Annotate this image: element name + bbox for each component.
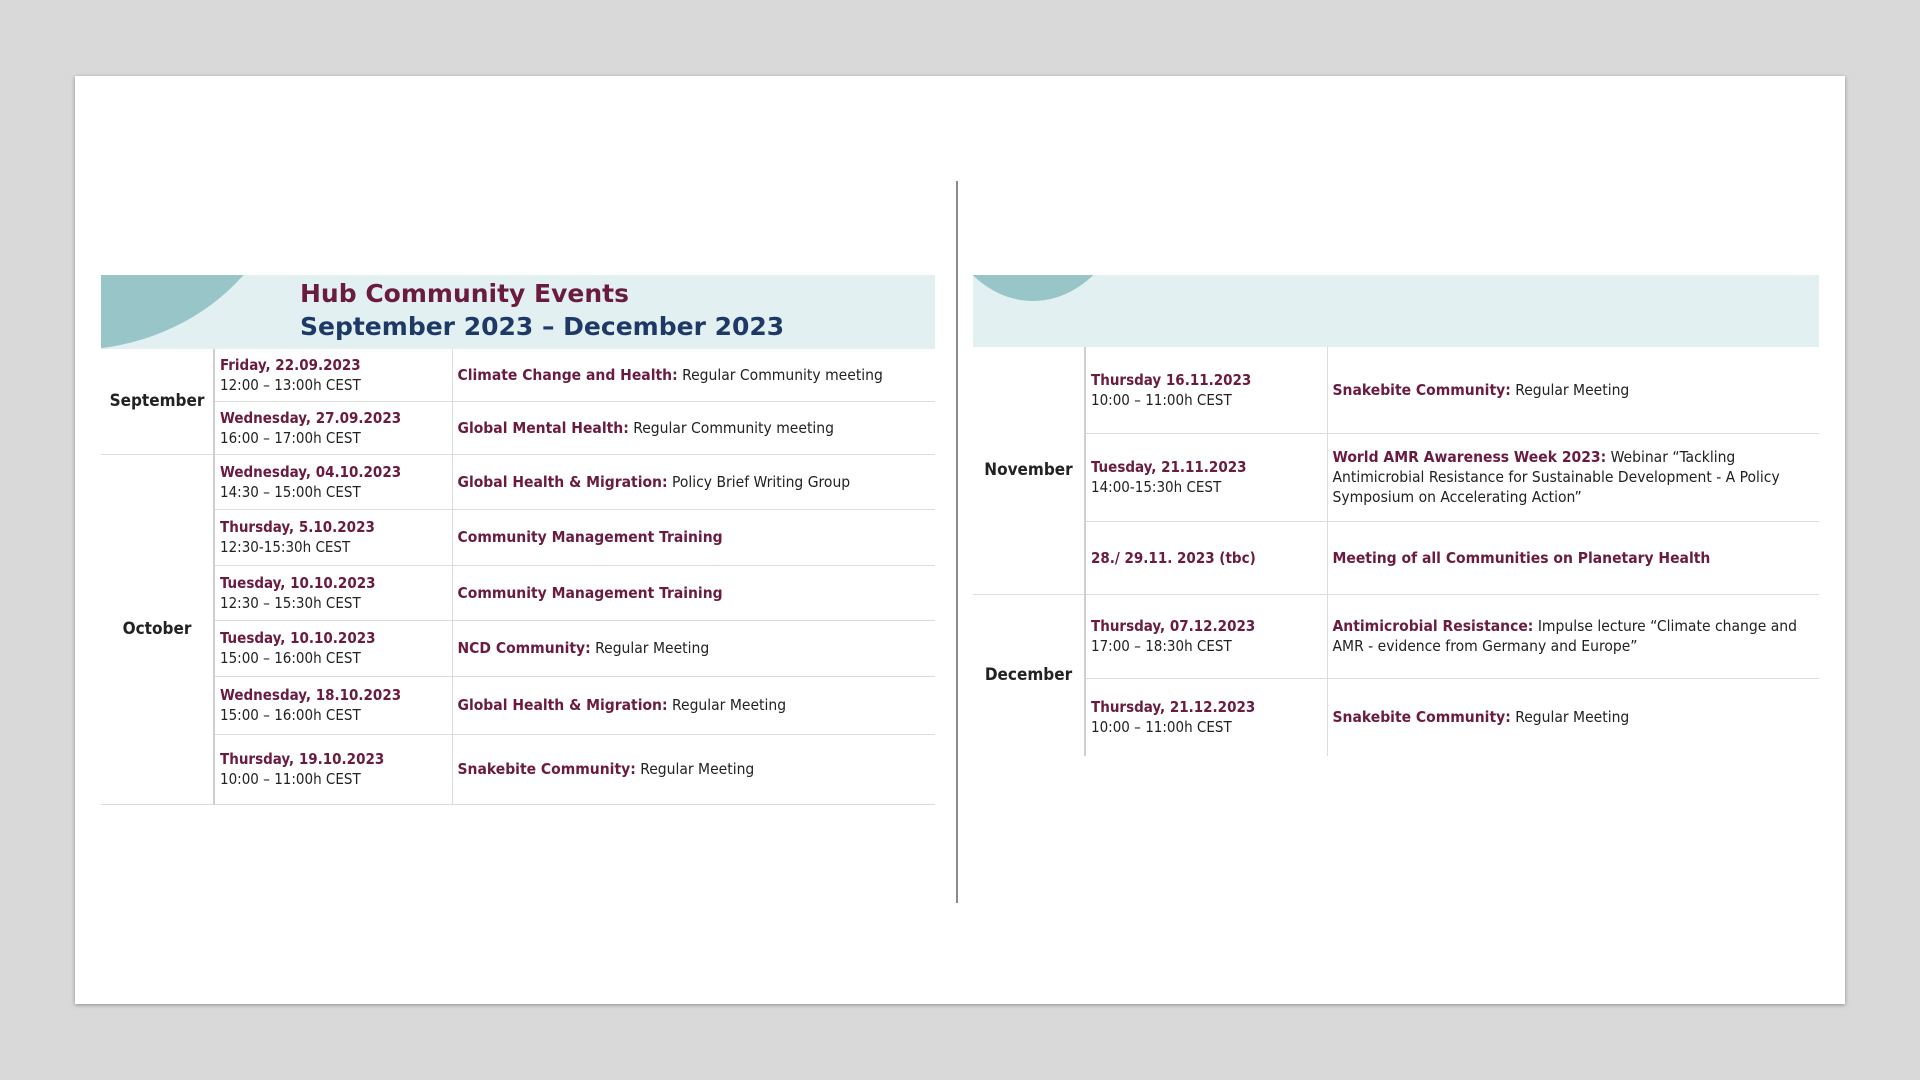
event-time: 16:00 – 17:00h CEST [220,428,361,447]
event-date: Wednesday, 27.09.2023 [220,408,402,427]
table-row [101,401,935,454]
event-time: 14:30 – 15:00h CEST [220,482,361,501]
event-cell [452,676,935,734]
event-time: 15:00 – 16:00h CEST [220,706,361,724]
event-time: 12:00 – 13:00h CEST [220,375,361,394]
event-description: Impulse lecture “Climate change and AMR - evidence from Germany and Europe” [1332,617,1797,655]
event-description: Regular Community meeting [628,418,834,437]
date-cell [1085,433,1327,521]
event-description: Regular Meeting [1510,380,1630,399]
event-date: Tuesday, 10.10.2023 [220,629,376,647]
event-description: Regular Meeting [1510,708,1630,727]
event-date: Thursday, 5.10.2023 [220,518,375,536]
event-time: 15:00 – 16:00h CEST [220,649,361,667]
date-cell [214,454,452,509]
month-label-november: November [973,347,1085,594]
event-cell [1327,678,1819,756]
event-cell [452,454,935,509]
event-cell [452,509,935,565]
event-title: NCD Community: [457,639,591,657]
event-description: Regular Meeting [667,696,787,714]
event-title: Climate Change and Health: [457,365,678,384]
event-date: Thursday, 07.12.2023 [1091,617,1256,635]
event-description: Policy Brief Writing Group [667,472,851,491]
date-cell [214,565,452,620]
event-cell [1327,433,1819,521]
date-cell [214,676,452,734]
date-cell [1085,678,1327,756]
date-cell [1085,521,1327,594]
event-date: Wednesday, 04.10.2023 [220,462,402,481]
date-cell [214,734,452,804]
event-date: Thursday 16.11.2023 [1091,370,1252,389]
schedule-panel-right [973,275,1819,756]
event-title: Global Mental Health: [457,418,629,437]
month-label-december: December [973,594,1085,756]
event-date: Tuesday, 10.10.2023 [220,573,376,592]
date-cell [214,620,452,676]
events-table-right [973,347,1819,756]
table-row [101,349,935,401]
event-title: Snakebite Community: [1332,708,1511,727]
title-line-2: September 2023 – December 2023 [300,312,785,341]
event-title: Community Management Training [457,528,723,546]
event-time: 10:00 – 11:00h CEST [1091,390,1232,409]
event-title: Antimicrobial Resistance: [1332,617,1534,635]
event-description: Regular Meeting [635,760,755,778]
event-time: 17:00 – 18:30h CEST [1091,637,1232,655]
month-label-october: October [101,454,214,804]
event-time: 14:00-15:30h CEST [1091,478,1222,496]
event-cell [452,401,935,454]
table-row [101,454,935,509]
event-date: Thursday, 21.12.2023 [1091,698,1256,717]
table-row [973,347,1819,433]
title-banner [973,275,1819,347]
event-title: Global Health & Migration: [457,696,668,714]
event-date: Wednesday, 18.10.2023 [220,686,402,704]
table-row [101,620,935,676]
event-title: Snakebite Community: [457,760,636,778]
title-banner [101,275,935,349]
table-row [973,594,1819,678]
schedule-panel-left [101,275,935,805]
event-time: 10:00 – 11:00h CEST [220,770,361,788]
table-row [973,521,1819,594]
title-line-1: Hub Community Events [300,279,630,308]
event-date: 28./ 29.11. 2023 (tbc) [1091,548,1256,567]
vertical-divider [956,181,958,903]
date-cell [1085,347,1327,433]
events-table-left [101,349,935,805]
event-date: Tuesday, 21.11.2023 [1091,458,1247,476]
table-row [101,676,935,734]
event-date: Friday, 22.09.2023 [220,355,361,374]
event-cell [452,620,935,676]
event-title: Global Health & Migration: [457,472,668,491]
event-time: 12:30-15:30h CEST [220,538,351,556]
event-cell [1327,347,1819,433]
slide-page [75,76,1845,1004]
date-cell [214,401,452,454]
event-description: Webinar “Tackling Antimicrobial Resistance for Sustainable Development - A Policy Symposium on Accelerating Action” [1332,448,1780,506]
event-title: World AMR Awareness Week 2023: [1332,448,1607,466]
page-title [300,277,784,343]
date-cell [1085,594,1327,678]
event-date: Thursday, 19.10.2023 [220,750,385,768]
event-description: Regular Meeting [590,639,710,657]
table-row [101,509,935,565]
event-time: 10:00 – 11:00h CEST [1091,718,1232,737]
event-cell [452,734,935,804]
event-time: 12:30 – 15:30h CEST [220,593,361,612]
event-title: Snakebite Community: [1332,380,1511,399]
event-cell [1327,594,1819,678]
event-title: Community Management Training [457,583,723,602]
event-cell [452,349,935,401]
table-row [101,734,935,804]
decorative-arc-shape [973,275,1133,301]
date-cell [214,349,452,401]
event-title: Meeting of all Communities on Planetary Health [1332,548,1711,567]
table-row [101,565,935,620]
table-row [973,433,1819,521]
decorative-arc-shape [101,275,291,349]
event-cell [1327,521,1819,594]
month-label-september: September [101,349,214,454]
table-row [973,678,1819,756]
date-cell [214,509,452,565]
event-description: Regular Community meeting [677,365,883,384]
event-cell [452,565,935,620]
